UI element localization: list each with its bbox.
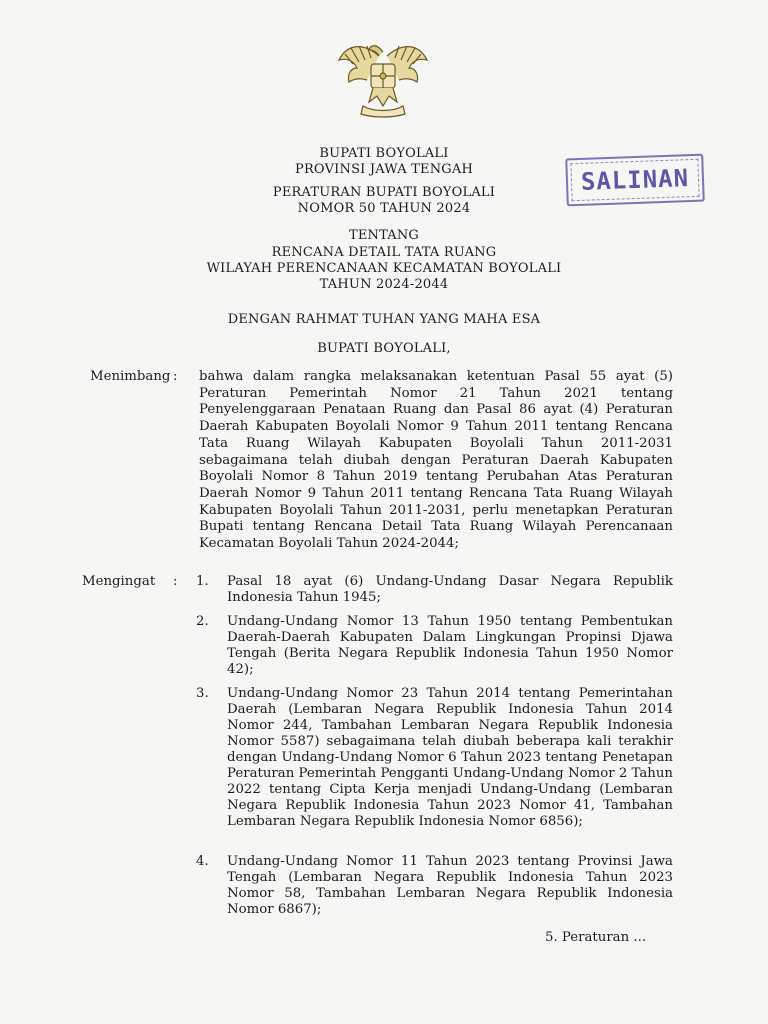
mengingat-item	[196, 854, 673, 918]
item-text: Undang-Undang Nomor 23 Tahun 2014 tentang Pemerintahan Daerah (Lembaran Negara Republik Indonesia Tahun 2014 Nomor 244, Tambahan Lembaran Negara Republik Indonesia Nomor 5587) sebagaimana telah diubah beberapa kali terakhir dengan Undang-Undang Nomor 6 Tahun 2023 tentang Penetapan Peraturan Pemerintah Pengganti Undang-Undang Nomor 2 Tahun 2022 tentang Cipta Kerja menjadi Undang-Undang (Lembaran Negara Republik Indonesia Tahun 2023 Nomor 41, Tambahan Lembaran Negara Republik Indonesia Nomor 6856);	[227, 686, 673, 829]
menimbang-colon: :	[173, 369, 178, 384]
subject-block	[0, 245, 768, 293]
authority-text: BUPATI BOYOLALI,	[317, 341, 451, 356]
garuda-emblem-icon	[333, 38, 433, 124]
item-text: Undang-Undang Nomor 11 Tahun 2023 tentang Provinsi Jawa Tengah (Lembaran Negara Republik Indonesia Tahun 2023 Nomor 58, Tambahan Lembaran Negara Republik Indonesia Nomor 6867);	[227, 854, 673, 917]
item-text: Pasal 18 ayat (6) Undang-Undang Dasar Negara Republik Indonesia Tahun 1945;	[227, 574, 673, 605]
tentang-heading	[0, 228, 768, 244]
authority	[0, 341, 768, 357]
item-number: 3.	[196, 686, 209, 701]
stamp-text: SALINAN	[580, 164, 690, 196]
invocation	[0, 312, 768, 328]
subject-line-2: WILAYAH PERENCANAAN KECAMATAN BOYOLALI	[206, 261, 562, 276]
invocation-text: DENGAN RAHMAT TUHAN YANG MAHA ESA	[227, 312, 541, 327]
item-text: Undang-Undang Nomor 13 Tahun 1950 tentang Pembentukan Daerah-Daerah Kabupaten Dalam Lingkungan Propinsi Djawa Tengah (Berita Negara Republik Indonesia Tahun 1950 Nomor 42);	[227, 614, 673, 677]
menimbang-label: Menimbang	[90, 369, 171, 384]
salinan-stamp	[565, 154, 705, 207]
mengingat-colon: :	[173, 574, 178, 589]
menimbang-text: bahwa dalam rangka melaksanakan ketentuan Pasal 55 ayat (5) Peraturan Pemerintah Nomor 21 Tahun 2021 tentang Penyelenggaraan Penataan Ruang dan Pasal 86 ayat (4) Peraturan Daerah Kabupaten Boyolali Nomor 9 Tahun 2011 tentang Rencana Tata Ruang Wilayah Kabupaten Boyolali Tahun 2011-2031 sebagaimana telah diubah dengan Peraturan Daerah Kabupaten Boyolali Nomor 8 Tahun 2019 tentang Perubahan Atas Peraturan Daerah Nomor 9 Tahun 2011 tentang Rencana Tata Ruang Wilayah Kabupaten Boyolali Tahun 2011-2031, perlu menetapkan Peraturan Bupati tentang Rencana Detail Tata Ruang Wilayah Perencanaan Kecamatan Boyolali Tahun 2024-2044;	[199, 369, 673, 552]
tentang-text: TENTANG	[348, 228, 420, 243]
item-number: 4.	[196, 854, 209, 869]
item-number: 2.	[196, 614, 209, 629]
regulation-number: NOMOR 50 TAHUN 2024	[297, 201, 471, 216]
subject-line-1: RENCANA DETAIL TATA RUANG	[271, 245, 497, 260]
mengingat-item	[196, 614, 673, 678]
continuation-note: 5. Peraturan ...	[545, 930, 647, 945]
subject-line-3: TAHUN 2024-2044	[319, 277, 449, 292]
regulation-title: PERATURAN BUPATI BOYOLALI	[272, 185, 496, 200]
item-number: 1.	[196, 574, 209, 589]
mengingat-item	[196, 686, 673, 846]
issuer-title: BUPATI BOYOLALI	[319, 146, 449, 161]
issuer-province: PROVINSI JAWA TENGAH	[295, 162, 473, 177]
mengingat-item	[196, 574, 673, 606]
mengingat-label: Mengingat	[82, 574, 156, 589]
